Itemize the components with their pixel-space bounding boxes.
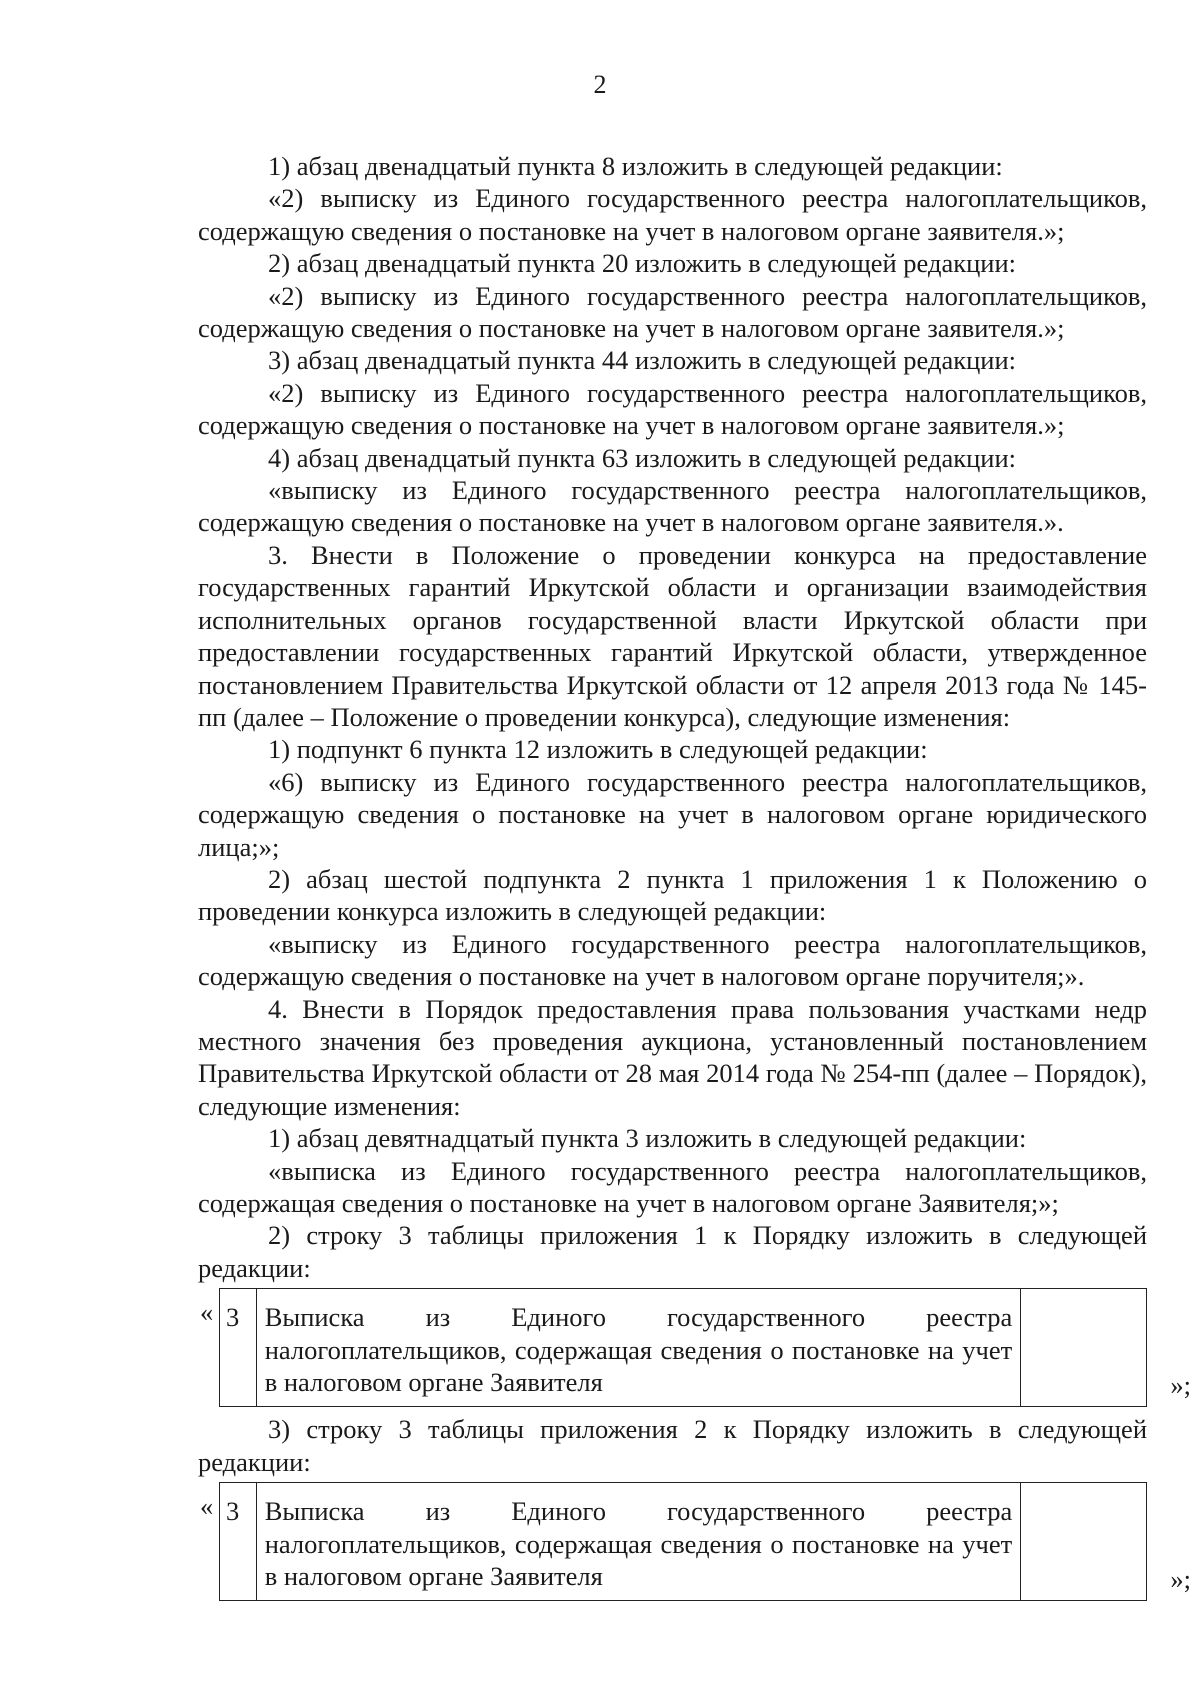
- open-quote: «: [200, 1491, 214, 1522]
- paragraph: 4. Внести в Порядок предоставления права пользования участками недр местного значения без проведения аукциона, установленный постановлением Правительства Иркутской области от 28 мая 2014 года № 254-пп (далее – Порядок), следующие изменения:: [198, 993, 1147, 1121]
- empty-cell: [1021, 1483, 1147, 1601]
- paragraph: «выписка из Единого государственного реестра налогоплательщиков, содержащая сведения о постановке на учет в налоговом органе Заявителя;»;: [198, 1155, 1147, 1218]
- paragraph: «выписку из Единого государственного реестра налогоплательщиков, содержащую сведения о постановке на учет в налоговом органе заявителя.».: [198, 475, 1147, 538]
- paragraph: 1) абзац двенадцатый пункта 8 изложить в следующей редакции:: [268, 151, 1003, 181]
- paragraph: 2) абзац двенадцатый пункта 20 изложить в следующей редакции:: [268, 248, 1016, 279]
- paragraph: «2) выписку из Единого государственного реестра налогоплательщиков, содержащую сведения о постановке на учет в налоговом органе заявителя.»;: [198, 280, 1147, 344]
- table-row-block-1: [198, 1288, 1191, 1407]
- close-quote: »;: [1170, 1370, 1191, 1401]
- row-number-cell: 3: [220, 1483, 257, 1601]
- paragraph: 1) абзац девятнадцатый пункта 3 изложить в следующей редакции:: [268, 1123, 1027, 1154]
- document-body: [198, 150, 1191, 1607]
- row-number-cell: 3: [220, 1289, 257, 1407]
- table-row-block-2: [198, 1482, 1191, 1601]
- paragraph: «2) выписку из Единого государственного реестра налогоплательщиков, содержащую сведения о постановке на учет в налоговом органе заявителя.»;: [198, 377, 1147, 441]
- paragraph: «6) выписку из Единого государственного реестра налогоплательщиков, содержащую сведения о постановке на учет в налоговом органе юридического лица;»;: [198, 766, 1147, 862]
- paragraph: 3) строку 3 таблицы приложения 2 к Порядку изложить в следующей редакции:: [198, 1414, 1147, 1477]
- paragraph: 4) абзац двенадцатый пункта 63 изложить в следующей редакции:: [268, 442, 1016, 473]
- open-quote: «: [200, 1297, 214, 1328]
- paragraph: «выписку из Единого государственного реестра налогоплательщиков, содержащую сведения о постановке на учет в налоговом органе поручителя;».: [198, 928, 1147, 992]
- paragraph: 3. Внести в Положение о проведении конкурса на предоставление государственных гарантий Иркутской области и организации взаимодействия исполнительных органов государственной власти Иркутской области при предоставлении государственных гарантий Иркутской области, утвержденное постановлением Правительства Иркутской области от 12 апреля 2013 года № 145-пп (далее – Положение о проведении конкурса), следующие изменения:: [198, 539, 1147, 732]
- close-quote: »;: [1170, 1564, 1191, 1595]
- table-row: [220, 1289, 1147, 1407]
- row-text-cell: Выписка из Единого государственного реестра налогоплательщиков, содержащая сведения о постановке на учет в налоговом органе Заявителя: [256, 1289, 1021, 1407]
- paragraph: 2) строку 3 таблицы приложения 1 к Порядку изложить в следующей редакции:: [198, 1220, 1147, 1283]
- row-text-cell: Выписка из Единого государственного реестра налогоплательщиков, содержащая сведения о постановке на учет в налоговом органе Заявителя: [256, 1483, 1021, 1601]
- paragraph: 2) абзац шестой подпункта 2 пункта 1 приложения 1 к Положению о проведении конкурса изложить в следующей редакции:: [198, 863, 1147, 927]
- replacement-table-2: [219, 1482, 1147, 1601]
- page-number: 2: [593, 70, 607, 99]
- paragraph: 3) абзац двенадцатый пункта 44 изложить в следующей редакции:: [268, 345, 1016, 376]
- table-row: [220, 1483, 1147, 1601]
- replacement-table-1: [219, 1288, 1147, 1407]
- paragraph: 1) подпункт 6 пункта 12 изложить в следующей редакции:: [268, 734, 928, 765]
- empty-cell: [1021, 1289, 1147, 1407]
- paragraph: «2) выписку из Единого государственного реестра налогоплательщиков, содержащую сведения о постановке на учет в налоговом органе заявителя.»;: [198, 183, 1147, 246]
